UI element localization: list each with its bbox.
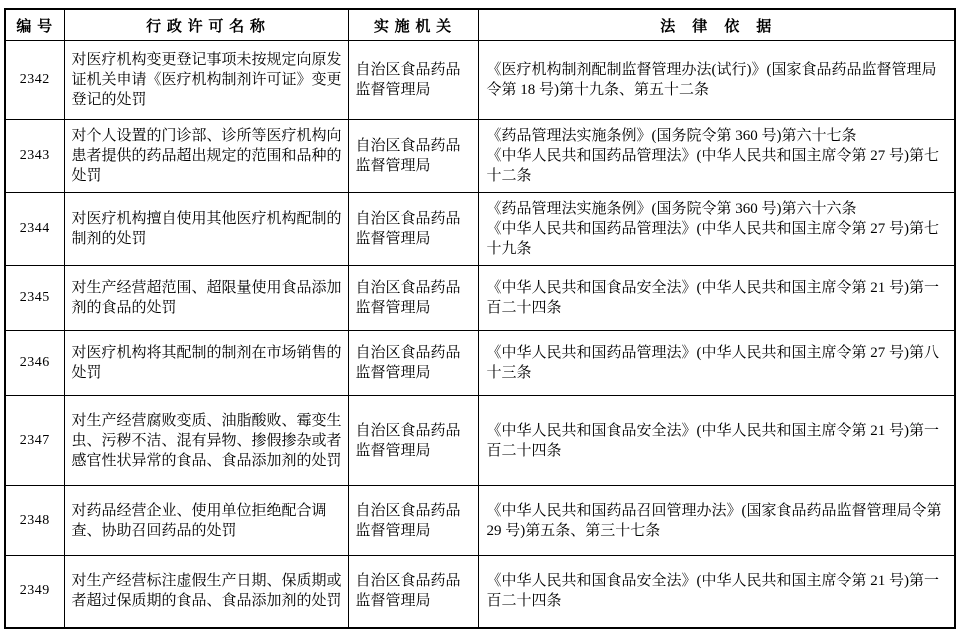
table-row — [5, 396, 955, 486]
legal-basis — [478, 266, 955, 331]
legal-basis — [478, 193, 955, 266]
row-number: 2349 — [5, 556, 64, 628]
permit-name: 对生产经营超范围、超限量使用食品添加剂的食品的处罚 — [64, 266, 348, 331]
permit-name: 对个人设置的门诊部、诊所等医疗机构向患者提供的药品超出规定的范围和品种的处罚 — [64, 120, 348, 193]
law-line: 《中华人民共和国药品管理法》(中华人民共和国主席令第 27 号)第七十九条 — [486, 221, 939, 257]
row-number: 2344 — [5, 193, 64, 266]
legal-basis — [478, 120, 955, 193]
legal-basis — [478, 396, 955, 486]
implementing-agency: 自治区食品药品监督管理局 — [348, 396, 478, 486]
law-line: 《中华人民共和国食品安全法》(中华人民共和国主席令第 21 号)第一百二十四条 — [486, 573, 939, 610]
law-line: 《药品管理法实施条例》(国务院令第 360 号)第六十七条 — [486, 128, 857, 144]
implementing-agency: 自治区食品药品监督管理局 — [348, 331, 478, 396]
row-number: 2347 — [5, 396, 64, 486]
table-body — [5, 41, 955, 628]
implementing-agency: 自治区食品药品监督管理局 — [348, 120, 478, 193]
row-number: 2342 — [5, 41, 64, 120]
permit-name: 对医疗机构擅自使用其他医疗机构配制的制剂的处罚 — [64, 193, 348, 266]
col-header-agency: 实 施 机 关 — [348, 9, 478, 41]
law-line: 《药品管理法实施条例》(国务院令第 360 号)第六十六条 — [486, 201, 857, 217]
table-row — [5, 266, 955, 331]
table-row — [5, 331, 955, 396]
permit-name: 对医疗机构将其配制的制剂在市场销售的处罚 — [64, 331, 348, 396]
law-line: 《中华人民共和国食品安全法》(中华人民共和国主席令第 21 号)第一百二十四条 — [486, 280, 939, 316]
col-header-permit-name: 行 政 许 可 名 称 — [64, 9, 348, 41]
row-number: 2348 — [5, 486, 64, 556]
legal-basis — [478, 556, 955, 628]
law-line: 《中华人民共和国药品召回管理办法》(国家食品药品监督管理局令第 29 号)第五条、第三十七条 — [486, 502, 942, 539]
legal-basis — [478, 486, 955, 556]
table-row — [5, 120, 955, 193]
table-row — [5, 486, 955, 556]
legal-basis — [478, 41, 955, 120]
row-number: 2343 — [5, 120, 64, 193]
row-number: 2345 — [5, 266, 64, 331]
table-row — [5, 193, 955, 266]
law-line: 《中华人民共和国食品安全法》(中华人民共和国主席令第 21 号)第一百二十四条 — [486, 422, 939, 459]
table-header — [5, 9, 955, 41]
administrative-permit-table — [4, 8, 956, 629]
implementing-agency: 自治区食品药品监督管理局 — [348, 556, 478, 628]
row-number: 2346 — [5, 331, 64, 396]
implementing-agency: 自治区食品药品监督管理局 — [348, 41, 478, 120]
law-line: 《医疗机构制剂配制监督管理办法(试行)》(国家食品药品监督管理局令第 18 号)第十九条、第五十二条 — [486, 62, 937, 98]
implementing-agency: 自治区食品药品监督管理局 — [348, 486, 478, 556]
col-header-legal-basis: 法 律 依 据 — [478, 9, 955, 41]
implementing-agency: 自治区食品药品监督管理局 — [348, 193, 478, 266]
col-header-number: 编 号 — [5, 9, 64, 41]
permit-name: 对生产经营腐败变质、油脂酸败、霉变生虫、污秽不洁、混有异物、掺假掺杂或者感官性状异常的食品、食品添加剂的处罚 — [64, 396, 348, 486]
permit-name: 对药品经营企业、使用单位拒绝配合调查、协助召回药品的处罚 — [64, 486, 348, 556]
permit-name: 对医疗机构变更登记事项未按规定向原发证机关申请《医疗机构制剂许可证》变更登记的处罚 — [64, 41, 348, 120]
law-line: 《中华人民共和国药品管理法》(中华人民共和国主席令第 27 号)第七十二条 — [486, 148, 939, 184]
implementing-agency: 自治区食品药品监督管理局 — [348, 266, 478, 331]
header-row — [5, 9, 955, 41]
table-row — [5, 556, 955, 628]
table-row — [5, 41, 955, 120]
law-line: 《中华人民共和国药品管理法》(中华人民共和国主席令第 27 号)第八十三条 — [486, 345, 939, 381]
permit-name: 对生产经营标注虚假生产日期、保质期或者超过保质期的食品、食品添加剂的处罚 — [64, 556, 348, 628]
legal-basis — [478, 331, 955, 396]
